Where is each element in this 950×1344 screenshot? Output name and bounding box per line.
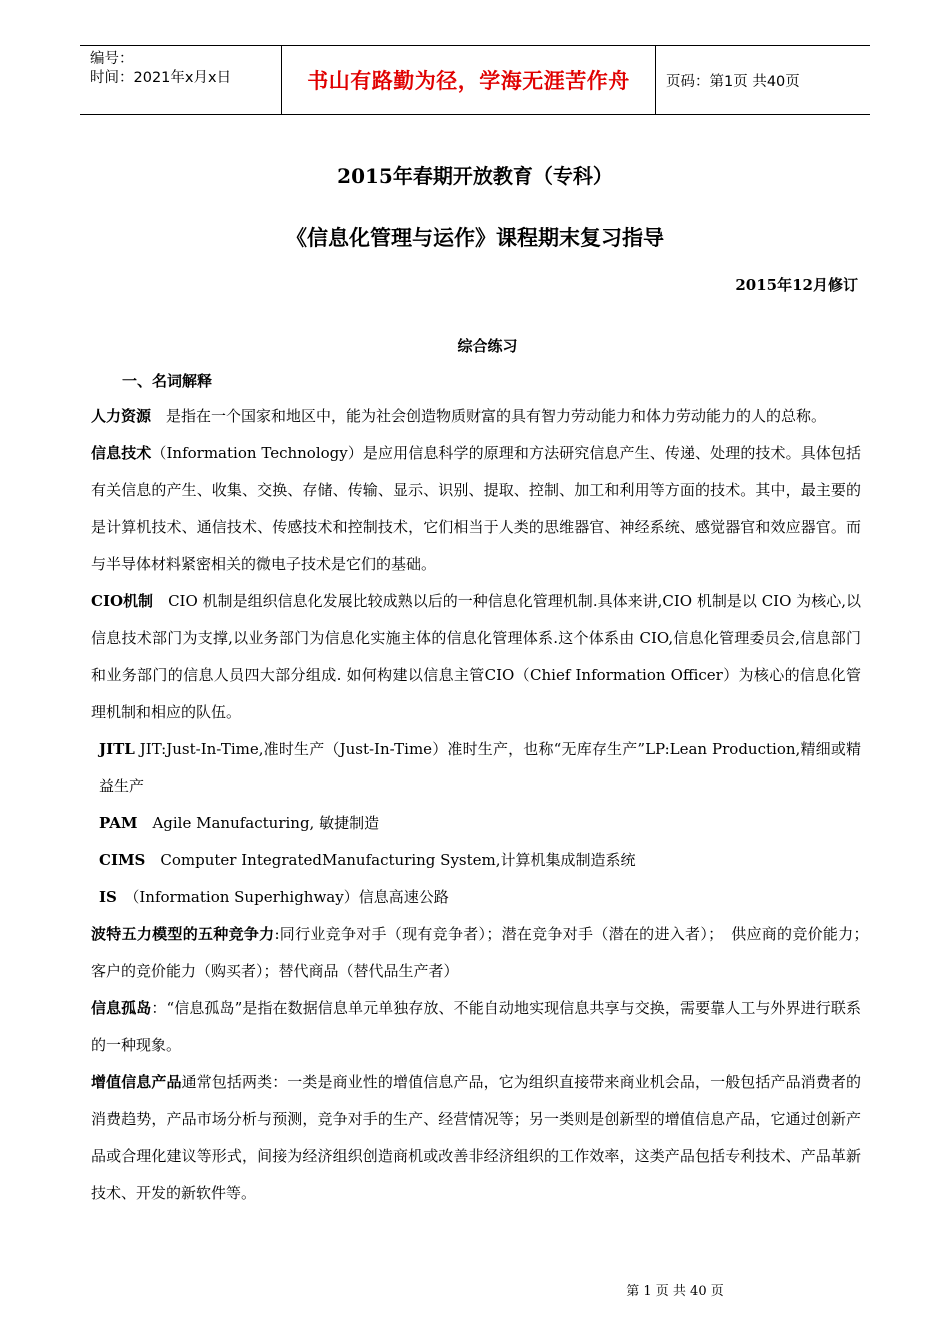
entry-text: ：“信息孤岛”是指在数据信息单元单独存放、不能自动地实现信息共享与交换，需要靠人工与外界进行联系的一种现象。 [91,999,861,1054]
header-page-info: 页码：第1页 共40页 [666,73,800,90]
entry-text: （Information Technology）是应用信息科学的原理和方法研究信息产生、传递、处理的技术。具体包括有关信息的产生、收集、交换、存储、传输、显示、识别、提取、控制、加工和利用等方面的技术。其中，最主要的是计算机技术、通信技术、传感技术和控制技术，它们相当于人类的思维器官、神经系统、感觉器官和效应器官。而与半导体材料紧密相关的微电子技术是它们的基础。 [91,444,861,573]
sub-heading: 一、名词解释 [122,372,213,390]
entry-term: 人力资源 [91,407,152,425]
entry-term: 信息孤岛 [91,999,152,1017]
entry-term: 增值信息产品 [91,1073,182,1091]
entry-text: （Information Superhighway）信息高速公路 [116,888,449,906]
entry-text: Computer IntegratedManufacturing System,计算机集成制造系统 [145,851,636,869]
entry-term: PAM [99,814,138,832]
entry-term: CIMS [99,851,146,869]
entry [91,879,861,916]
title-line-2: 《信息化管理与运作》课程期末复习指导 [286,225,664,250]
page-footer: 第 1 页 共 40 页 [626,1284,724,1299]
entry [91,990,861,1064]
number-label: 编号： [90,51,134,67]
entry [91,842,861,879]
entry [91,398,861,435]
header-motto: 书山有路勤为径，学海无涯苦作舟 [282,46,656,114]
entry [91,583,861,731]
entry-text: CIO 机制是组织信息化发展比较成熟以后的一种信息化管理机制.具体来讲,CIO 机制是以 CIO 为核心,以信息技术部门为支撑,以业务部门为信息化实施主体的信息化管理体系.这个体系由 CIO,信息化管理委员会,信息部门和业务部门的信息人员四大部分组成. 如何构建以信息主管CIO（Chief Information Officer）为核心的信息化管理机制和相应的队伍。 [91,592,861,721]
entry-text: 是指在一个国家和地区中，能为社会创造物质财富的具有智力劳动能力和体力劳动能力的人的总称。 [151,407,827,425]
entry [91,435,861,583]
entry [91,1064,861,1212]
header-meta [80,46,282,114]
entry [91,731,861,805]
content-body [91,398,877,1212]
entry [91,805,861,842]
entry-text: JIT:Just-In-Time,准时生产（Just-In-Time）准时生产，也称“无库存生产”LP:Lean Production,精细或精益生产 [99,740,861,795]
header-table [80,45,870,115]
entry-term: JITL [99,740,135,758]
entry-term: IS [99,888,117,906]
revision-date: 2015年12月修订 [735,276,858,294]
entry [91,916,877,990]
entry-term: CIO机制 [91,592,154,610]
entry-text: Agile Manufacturing, 敏捷制造 [137,814,380,832]
entry-text: 通常包括两类：一类是商业性的增值信息产品，它为组织直接带来商业机会品，一般包括产品消费者的消费趋势，产品市场分析与预测，竞争对手的生产、经营情况等；另一类则是创新型的增值信息产品，它通过创新产品或合理化建议等形式，间接为经济组织创造商机或改善非经济组织的工作效率，这类产品包括专利技术、产品革新技术、开发的新软件等。 [91,1073,861,1202]
entry-term: 信息技术 [91,444,152,462]
entry-term: 波特五力模型的五种竞争力 [91,925,275,943]
section-title: 综合练习 [457,337,518,355]
time-label: 时间：2021年x月x日 [90,70,232,86]
title-line-1: 2015年春期开放教育（专科） [337,164,613,188]
entry-text: :同行业竞争对手（现有竞争者）；潜在竞争对手（潜在的进入者）； 供应商的竞价能力； 客户的竞价能力（购买者）；替代商品（替代品生产者） [91,925,877,980]
